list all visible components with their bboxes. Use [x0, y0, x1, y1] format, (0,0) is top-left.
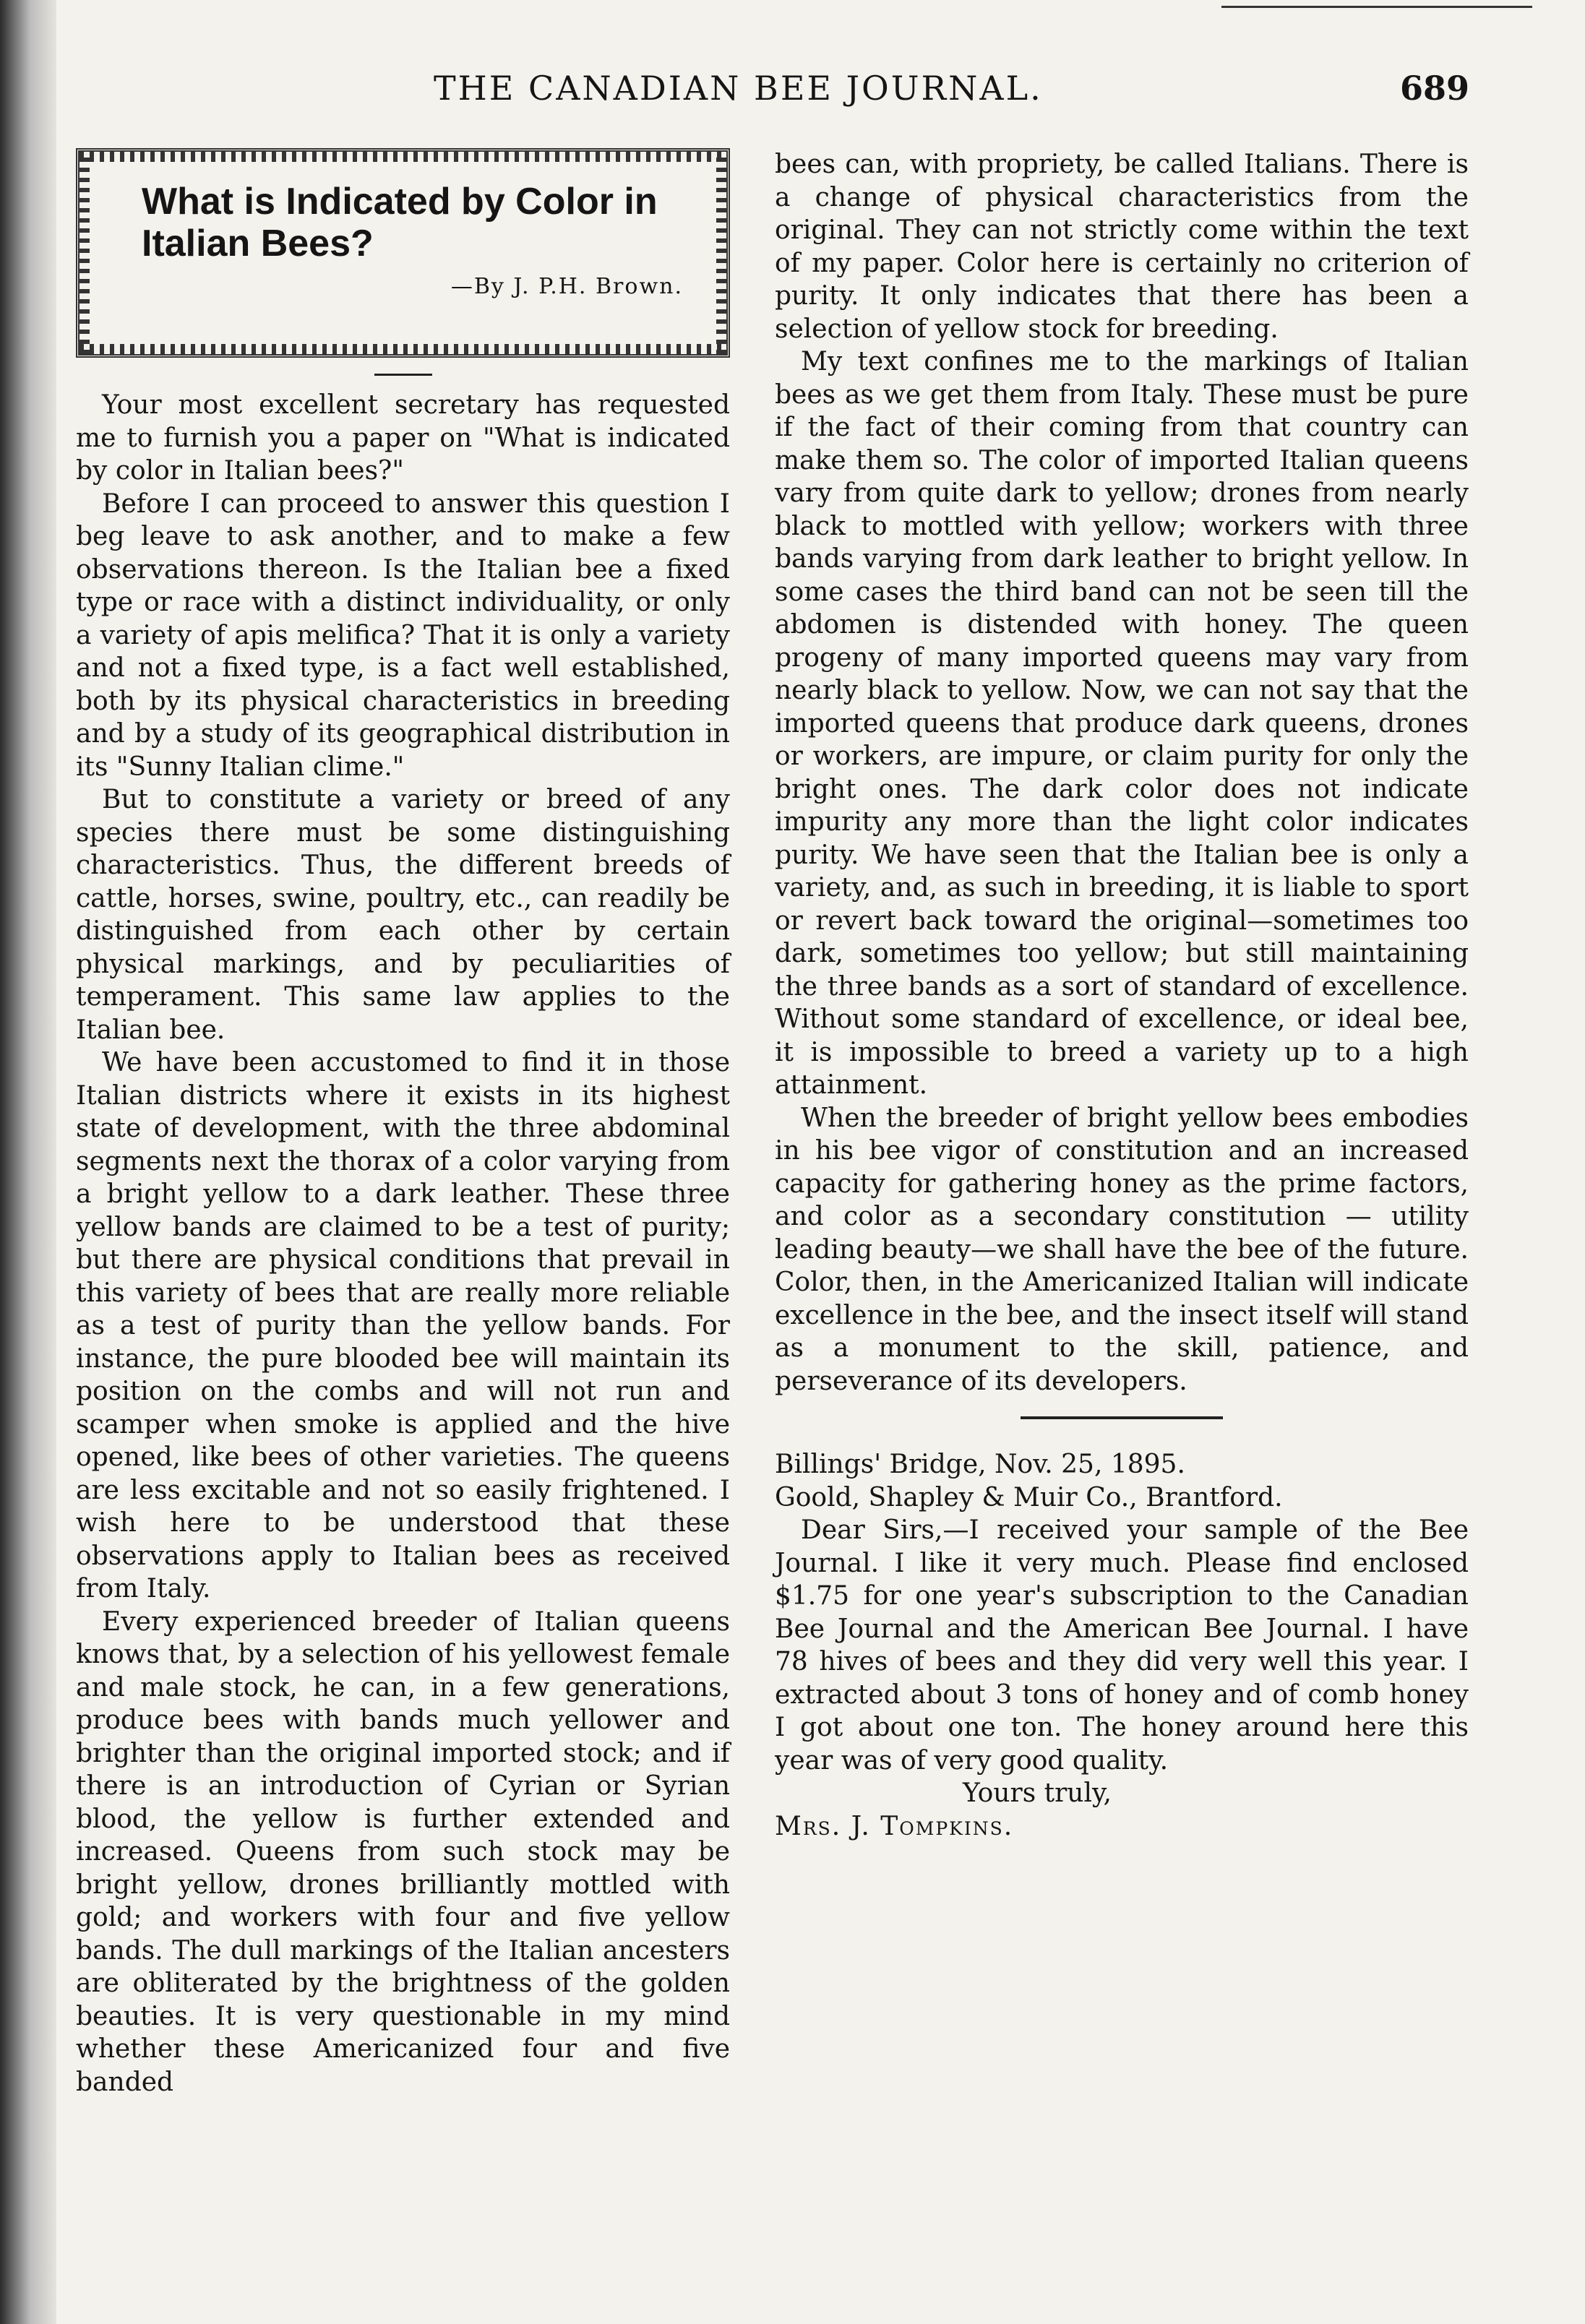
letter-signature: Mrs. J. Tompkins. [775, 1811, 1014, 1841]
section-divider [1021, 1416, 1223, 1419]
left-column [76, 148, 730, 2099]
article-paragraph: When the breeder of bright yellow bees embodies in his bee vigor of constitution and an increased capacity for gathering honey as the prime factors, and color as a secondary constitution — utility leading beauty—we shall have the bee of the future. Color, then, in the Americanized Italian will indicate excellence in the bee, and the insect itself will stand as a monument to the skill, patience, and perseverance of its developers. [775, 1103, 1469, 1396]
article-byline: —By J. P.H. Brown. [450, 274, 683, 299]
article-title-box [76, 148, 730, 358]
letter-dateline: Billings' Bridge, Nov. 25, 1895. [775, 1450, 1185, 1479]
letter-closing: Yours truly, [963, 1778, 1112, 1808]
article-paragraph: My text confines me to the markings of Italian bees as we get them from Italy. These must be pure if the fact of their coming from that country can make them so. The color of imported Italian queens vary from quite dark to yellow; drones from nearly black to mottled with yellow; workers with three bands varying from dark leather to bright yellow. In some cases the third band can not be seen till the abdomen is distended with honey. The queen progeny of many imported queens may vary from nearly black to yellow. Now, we can not say that the imported queens that produce dark queens, drones or workers, are impure, or claim purity for only the bright ones. The dark color does not indicate impurity any more than the light color indicates purity. We have seen that the Italian bee is only a variety, and, as such in breeding, it is liable to sport or revert back toward the original—sometimes too dark, sometimes too yellow; but still maintaining the three bands as a sort of standard of excellence. Without some standard of excellence, or ideal bee, it is impossible to breed a variety up to a high attainment. [775, 347, 1469, 1100]
article-paragraph: But to constitute a variety or breed of any species there must be some distinguishing characteristics. Thus, the different breeds of cattle, horses, swine, poultry, etc., can readily be distinguished from each other by certain physical markings, and by peculiarities of temperament. This same law applies to the Italian bee. [76, 785, 730, 1045]
right-column [775, 148, 1469, 1843]
article-paragraph: Your most excellent secretary has requested me to furnish you a paper on "What is indicated by color in Italian bees?" [76, 390, 730, 486]
letter-addressee: Goold, Shapley & Muir Co., Brantford. [775, 1482, 1283, 1512]
article-paragraph: Every experienced breeder of Italian queens knows that, by a selection of his yellowest female and male stock, he can, in a few generations, produce bees with bands much yellower and brighter than the original imported stock; and if there is an introduction of Cyrian or Syrian blood, the yellow is further extended and increased. Queens from such stock may be bright yellow, drones brilliantly mottled with gold; and workers with four and five yellow bands. The dull markings of the Italian ancesters are obliterated by the brightness of the golden beauties. It is very questionable in my mind whether these Americanized four and five banded [76, 1606, 730, 2097]
page-gutter-shadow [0, 0, 56, 2324]
article-paragraph: We have been accustomed to find it in those Italian districts where it exists in its highest state of development, with the three abdominal segments next the thorax of a color varying from a bright yellow to a dark leather. These three yellow bands are claimed to be a test of purity; but there are physical conditions that prevail in this variety of bees that are really more reliable as a test of purity than the yellow bands. For instance, the pure blooded bee will maintain its position on the combs and will not run and scamper when smoke is applied and the hive opened, like bees of other varieties. The queens are less excitable and not so easily frightened. I wish here to be understood that these observations apply to Italian bees as received from Italy. [76, 1048, 730, 1604]
article-paragraph: Before I can proceed to answer this question I beg leave to ask another, and to make a few observations thereon. Is the Italian bee a fixed type or race with a distinct individuality, or only a variety of apis melifica? That it is only a variety and not a fixed type, is a fact well established, both by its physical characteristics in breeding and by a study of its geographical distribution in its "Sunny Italian clime." [76, 489, 730, 782]
top-edge-rule [1221, 6, 1532, 8]
article-title-line1: What is Indicated by Color in [142, 181, 658, 223]
journal-title: THE CANADIAN BEE JOURNAL. [434, 69, 1043, 108]
page-number: 689 [1399, 69, 1469, 108]
title-divider [374, 374, 432, 376]
page-header [0, 69, 1585, 119]
article-title-line2: Italian Bees? [142, 223, 374, 264]
letter-body: Dear Sirs,—I received your sample of the Bee Journal. I like it very much. Please find enclosed $1.75 for one year's subscription to the Canadian Bee Journal and the American Bee Journal. I have 78 hives of bees and they did very well this year. I extracted about 3 tons of honey and of comb honey I got about one ton. The honey around here this year was of very good quality. [775, 1515, 1469, 1776]
article-paragraph: bees can, with propriety, be called Italians. There is a change of physical characteristics from the original. They can not strictly come within the text of my paper. Color here is certainly no criterion of purity. It only indicates that there has been a selection of yellow stock for breeding. [775, 150, 1469, 344]
